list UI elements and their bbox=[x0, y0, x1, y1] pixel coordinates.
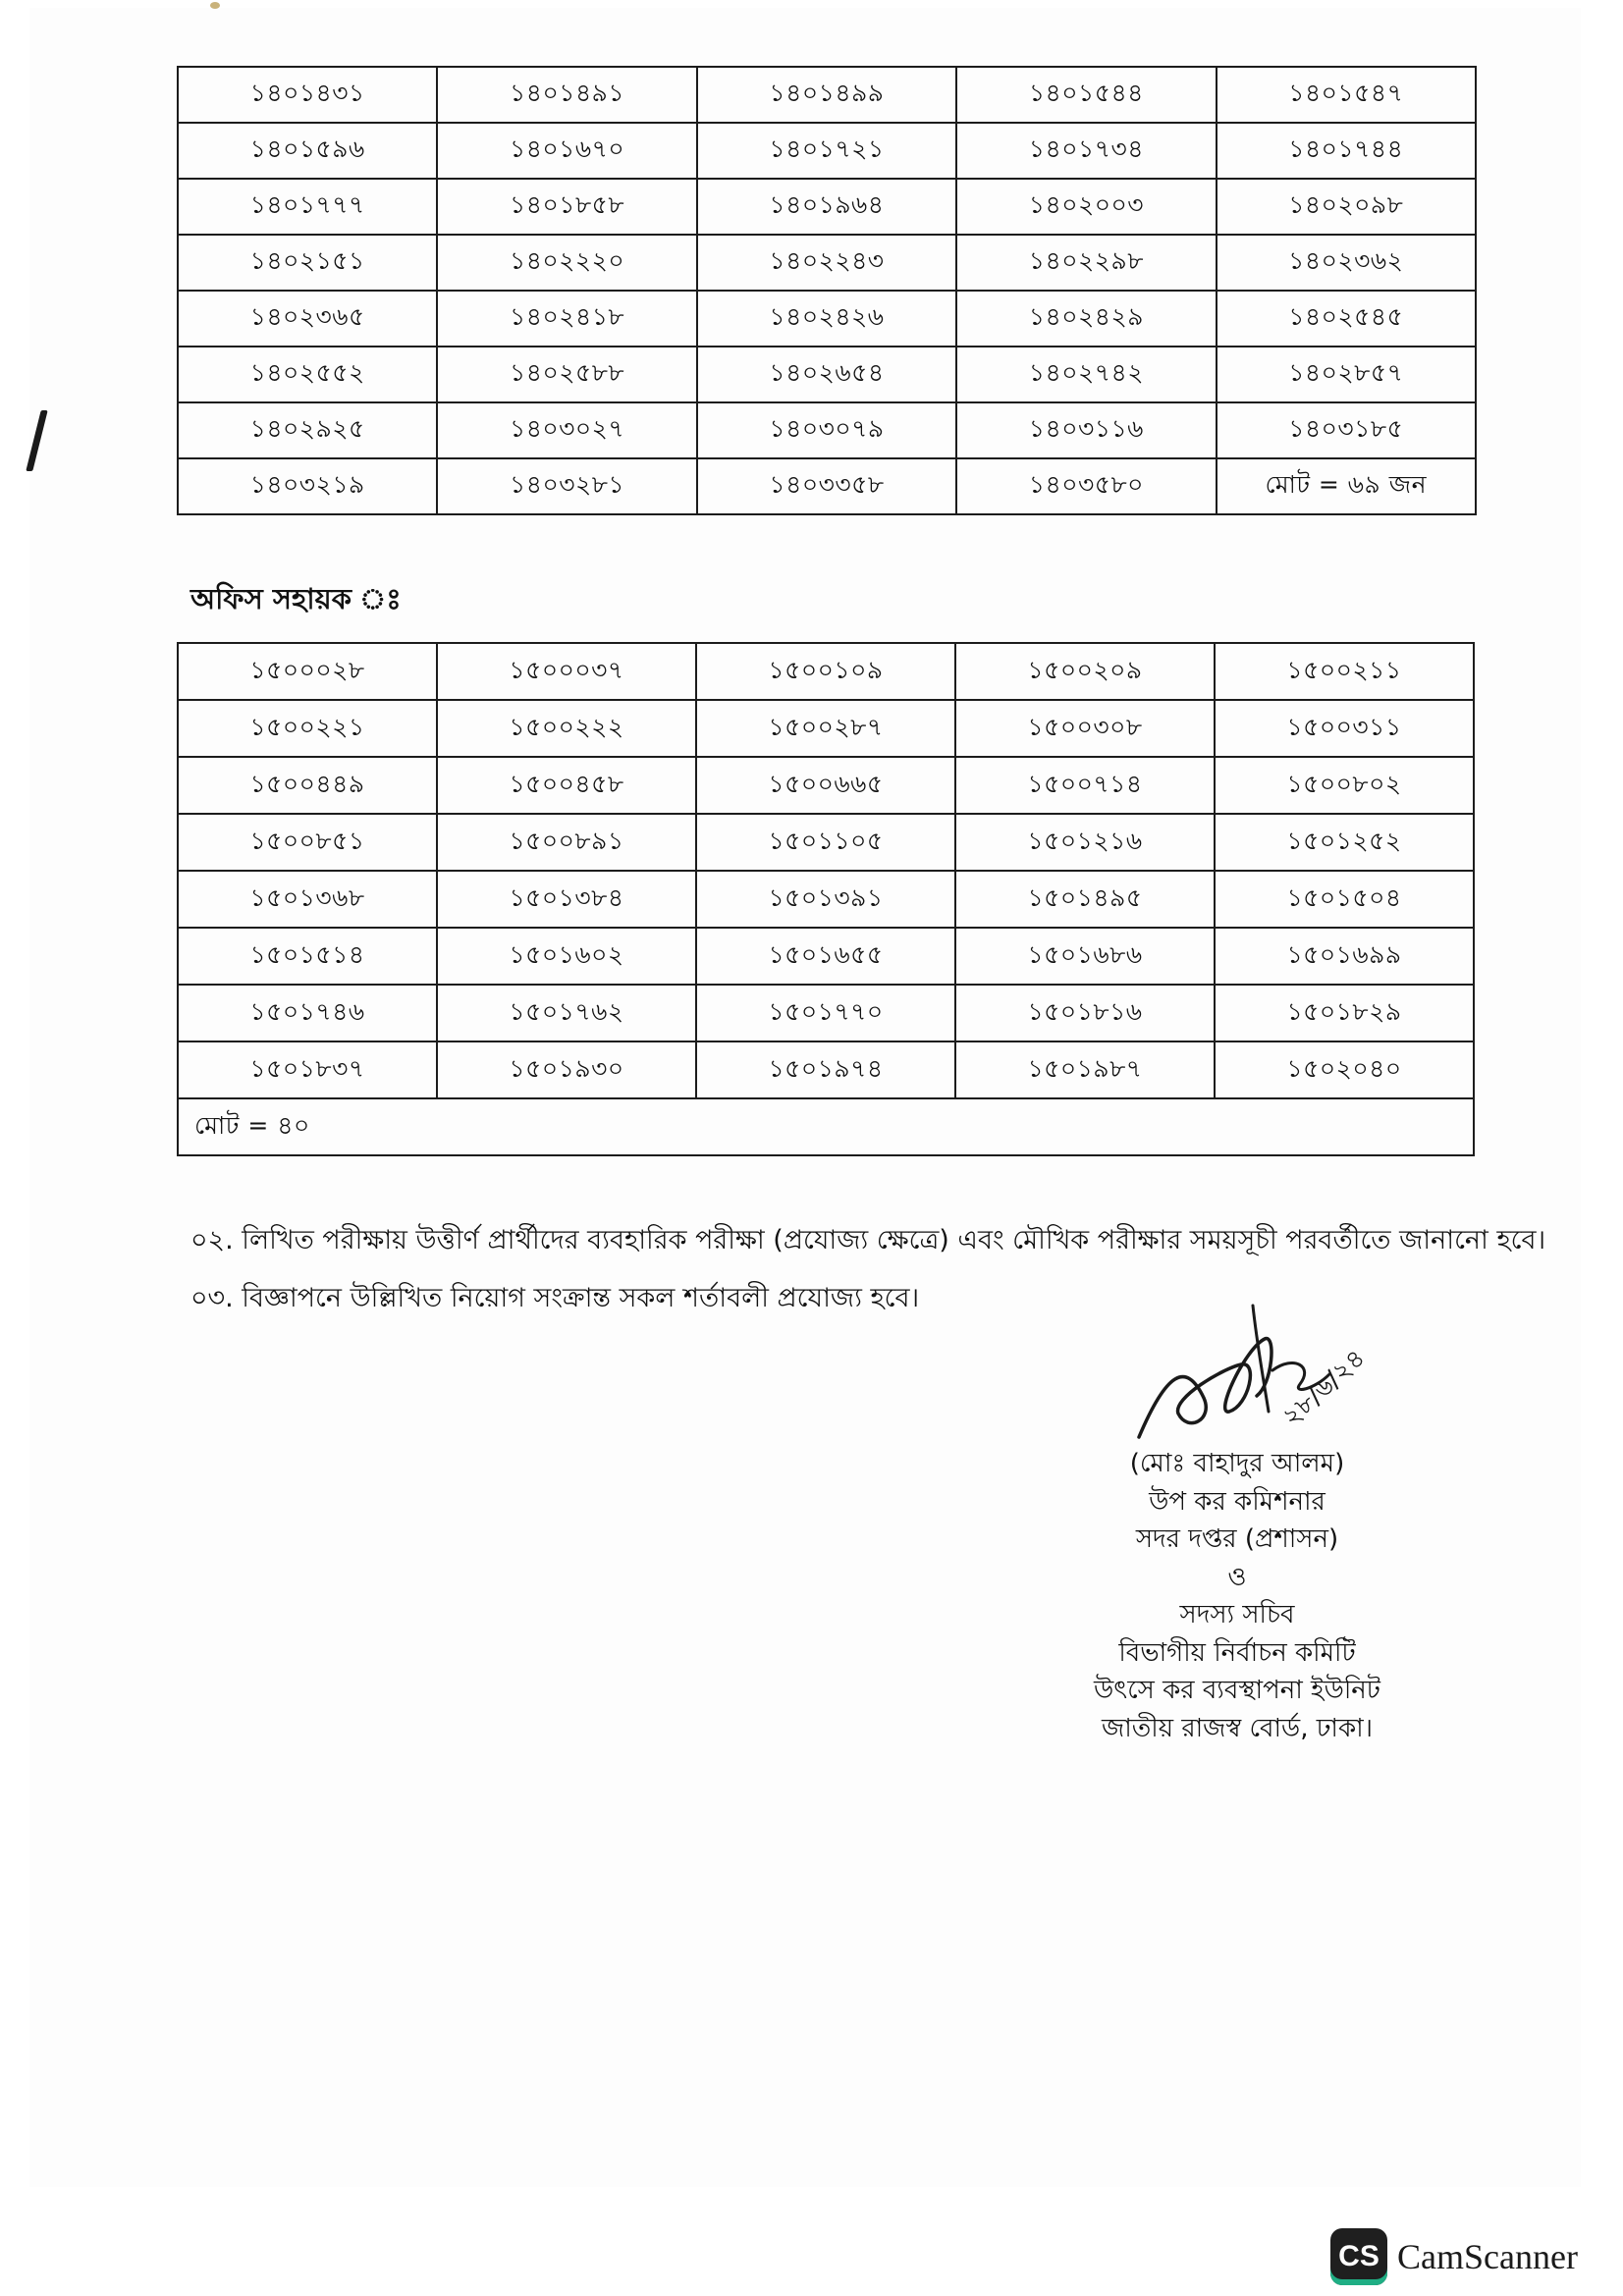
roll-number-cell: ১৪০৩১৮৫ bbox=[1217, 402, 1476, 458]
roll-number-cell: ১৫০১৭৪৬ bbox=[178, 985, 437, 1041]
roll-number-cell: ১৪০১৭৩৪ bbox=[956, 123, 1216, 179]
roll-number-cell: ১৪০১৫৪৭ bbox=[1217, 67, 1476, 123]
roll-number-cell: ১৫০১৬০২ bbox=[437, 928, 696, 985]
roll-number-cell: ১৫০১৯৮৭ bbox=[955, 1041, 1215, 1098]
roll-number-cell: ১৫০১২১৬ bbox=[955, 814, 1215, 871]
roll-number-cell: ১৫০০৮৫১ bbox=[178, 814, 437, 871]
roll-number-cell: ১৪০২৫৪৫ bbox=[1217, 291, 1476, 347]
roll-number-cell: ১৪০১৭৭৭ bbox=[178, 179, 437, 235]
roll-number-cell: ১৪০২২২০ bbox=[437, 235, 696, 291]
roll-table-previous-post bbox=[177, 66, 1477, 515]
table-row bbox=[178, 700, 1474, 757]
roll-number-cell: ১৫০০২০৯ bbox=[955, 643, 1215, 700]
signatory-designation: উপ কর কমিশনার bbox=[1149, 1486, 1325, 1517]
table-row bbox=[178, 871, 1474, 928]
camscanner-name: CamScanner bbox=[1397, 2237, 1578, 2276]
roll-number-cell: ১৫০১৪৯৫ bbox=[955, 871, 1215, 928]
camscanner-watermark bbox=[1330, 2228, 1578, 2285]
table-row bbox=[178, 1041, 1474, 1098]
roll-number-cell: ১৪০২৪২৯ bbox=[956, 291, 1216, 347]
roll-number-cell: ১৫০০১০৯ bbox=[696, 643, 955, 700]
roll-number-cell: ১৫০০৪৪৯ bbox=[178, 757, 437, 814]
roll-number-cell: ১৪০২২৪৩ bbox=[697, 235, 956, 291]
roll-number-cell: ১৪০৩৫৮০ bbox=[956, 458, 1216, 514]
roll-number-cell: ১৪০৩২৮১ bbox=[437, 458, 696, 514]
roll-number-cell: ১৫০০০৩৭ bbox=[437, 643, 696, 700]
table-row bbox=[178, 402, 1476, 458]
roll-number-cell: ১৫০০২২২ bbox=[437, 700, 696, 757]
roll-number-cell: ১৫০১৫০৪ bbox=[1215, 871, 1474, 928]
roll-number-cell: ১৫০১৬৯৯ bbox=[1215, 928, 1474, 985]
table-row bbox=[178, 67, 1476, 123]
roll-number-cell: ১৪০২০০৩ bbox=[956, 179, 1216, 235]
roll-number-cell: ১৫০১৫১৪ bbox=[178, 928, 437, 985]
roll-number-cell: ১৫০১৭৬২ bbox=[437, 985, 696, 1041]
roll-number-cell: ১৪০১৮৫৮ bbox=[437, 179, 696, 235]
signature-date: ২৮/৬/২৪ bbox=[1276, 1343, 1372, 1433]
roll-number-cell: ১৪০২৯২৫ bbox=[178, 402, 437, 458]
handwritten-signature bbox=[1127, 1304, 1422, 1451]
roll-number-cell: ১৫০০৬৬৫ bbox=[696, 757, 955, 814]
roll-number-cell: মোট = ৬৯ জন bbox=[1217, 458, 1476, 514]
roll-number-cell: ১৪০২০৯৮ bbox=[1217, 179, 1476, 235]
table-row bbox=[178, 347, 1476, 402]
roll-number-cell: ১৫০১৮২৯ bbox=[1215, 985, 1474, 1041]
roll-number-cell: ১৫০০৮৯১ bbox=[437, 814, 696, 871]
table-row bbox=[178, 643, 1474, 700]
note-conditions-apply: ০৩. বিজ্ঞাপনে উল্লিখিত নিয়োগ সংক্রান্ত সকল শর্তাবলী প্রযোজ্য হবে। bbox=[190, 1283, 920, 1313]
roll-number-cell: ১৫০১২৫২ bbox=[1215, 814, 1474, 871]
roll-number-cell: ১৪০২৮৫৭ bbox=[1217, 347, 1476, 402]
note-practical-viva-schedule: ০২. লিখিত পরীক্ষায় উত্তীর্ণ প্রার্থীদের ব্যবহারিক পরীক্ষা (প্রযোজ্য ক্ষেত্রে) এবং মৌখিক পরীক্ষার সময়সূচী পরবর্তীতে জানানো হবে। bbox=[190, 1225, 1546, 1255]
roll-number-cell: ১৫০১৯৭৪ bbox=[696, 1041, 955, 1098]
roll-number-cell: ১৫০১৩৯১ bbox=[696, 871, 955, 928]
roll-number-cell: ১৫০১৩৮৪ bbox=[437, 871, 696, 928]
roll-number-cell: ১৪০১৬৭০ bbox=[437, 123, 696, 179]
roll-number-cell: ১৪০২৩৬৫ bbox=[178, 291, 437, 347]
signatory-name: (মোঃ বাহাদুর আলম) bbox=[1129, 1449, 1345, 1478]
roll-number-cell: ১৫০১৮১৬ bbox=[955, 985, 1215, 1041]
section-heading-office-assistant: অফিস সহায়ক ঃ bbox=[190, 582, 402, 615]
roll-number-cell: ১৪০১৪৯৯ bbox=[697, 67, 956, 123]
table-row bbox=[178, 179, 1476, 235]
roll-table-office-assistant bbox=[177, 642, 1475, 1156]
roll-number-cell: ১৪০১৯৬৪ bbox=[697, 179, 956, 235]
table-row bbox=[178, 985, 1474, 1041]
roll-number-cell: ১৪০৩০২৭ bbox=[437, 402, 696, 458]
total-count-cell: মোট = ৪০ bbox=[178, 1098, 1474, 1155]
roll-number-cell: ১৪০১৫৪৪ bbox=[956, 67, 1216, 123]
roll-table-body bbox=[178, 67, 1476, 514]
table-total-row bbox=[178, 1098, 1474, 1155]
signatory-role: সদস্য সচিব bbox=[1179, 1600, 1295, 1629]
scan-speck bbox=[210, 2, 220, 9]
roll-number-cell: ১৫০১৬৮৬ bbox=[955, 928, 1215, 985]
table-row bbox=[178, 458, 1476, 514]
roll-number-cell: ১৪০৩৩৫৮ bbox=[697, 458, 956, 514]
roll-number-cell: ১৪০৩০৭৯ bbox=[697, 402, 956, 458]
roll-number-cell: ১৫০০৩১১ bbox=[1215, 700, 1474, 757]
roll-number-cell: ১৪০২১৫১ bbox=[178, 235, 437, 291]
roll-number-cell: ১৪০২৫৮৮ bbox=[437, 347, 696, 402]
roll-number-cell: ১৫০০৭১৪ bbox=[955, 757, 1215, 814]
camscanner-logo-icon: CS bbox=[1330, 2228, 1387, 2285]
roll-number-cell: ১৫০০৪৫৮ bbox=[437, 757, 696, 814]
table-row bbox=[178, 123, 1476, 179]
roll-number-cell: ১৫০১৭৭০ bbox=[696, 985, 955, 1041]
roll-number-cell: ১৪০২৫৫২ bbox=[178, 347, 437, 402]
roll-number-cell: ১৫০০২১১ bbox=[1215, 643, 1474, 700]
roll-number-cell: ১৪০২২৯৮ bbox=[956, 235, 1216, 291]
roll-number-cell: ১৫০০৮০২ bbox=[1215, 757, 1474, 814]
roll-number-cell: ১৫০১৮৩৭ bbox=[178, 1041, 437, 1098]
roll-number-cell: ১৪০১৫৯৬ bbox=[178, 123, 437, 179]
signatory-block bbox=[1021, 1445, 1453, 1747]
roll-number-cell: ১৪০৩২১৯ bbox=[178, 458, 437, 514]
table-row bbox=[178, 757, 1474, 814]
roll-table-body bbox=[178, 643, 1474, 1155]
roll-number-cell: ১৫০১৯৩০ bbox=[437, 1041, 696, 1098]
roll-number-cell: ১৫০০৩০৮ bbox=[955, 700, 1215, 757]
signatory-conjunction: ও bbox=[1227, 1562, 1247, 1592]
roll-number-cell: ১৫০১৩৬৮ bbox=[178, 871, 437, 928]
table-row bbox=[178, 928, 1474, 985]
roll-number-cell: ১৫০১১০৫ bbox=[696, 814, 955, 871]
roll-number-cell: ১৪০১৪৯১ bbox=[437, 67, 696, 123]
table-row bbox=[178, 235, 1476, 291]
roll-number-cell: ১৫০০২৮৭ bbox=[696, 700, 955, 757]
roll-number-cell: ১৪০৩১১৬ bbox=[956, 402, 1216, 458]
roll-number-cell: ১৪০১৭২১ bbox=[697, 123, 956, 179]
roll-number-cell: ১৫০০২২১ bbox=[178, 700, 437, 757]
roll-number-cell: ১৫০২০৪০ bbox=[1215, 1041, 1474, 1098]
roll-number-cell: ১৪০২৬৫৪ bbox=[697, 347, 956, 402]
roll-number-cell: ১৫০০০২৮ bbox=[178, 643, 437, 700]
roll-number-cell: ১৪০২৪১৮ bbox=[437, 291, 696, 347]
roll-number-cell: ১৪০২৭৪২ bbox=[956, 347, 1216, 402]
signatory-unit: উৎসে কর ব্যবস্থাপনা ইউনিট bbox=[1094, 1676, 1380, 1705]
roll-number-cell: ১৪০১৪৩১ bbox=[178, 67, 437, 123]
table-row bbox=[178, 814, 1474, 871]
table-row bbox=[178, 291, 1476, 347]
signatory-organization: জাতীয় রাজস্ব বোর্ড, ঢাকা। bbox=[1101, 1713, 1374, 1743]
signatory-committee: বিভাগীয় নির্বাচন কমিটি bbox=[1118, 1637, 1356, 1668]
roll-number-cell: ১৪০২৩৬২ bbox=[1217, 235, 1476, 291]
roll-number-cell: ১৪০২৪২৬ bbox=[697, 291, 956, 347]
roll-number-cell: ১৫০১৬৫৫ bbox=[696, 928, 955, 985]
signatory-office: সদর দপ্তর (প্রশাসন) bbox=[1135, 1524, 1339, 1554]
roll-number-cell: ১৪০১৭৪৪ bbox=[1217, 123, 1476, 179]
